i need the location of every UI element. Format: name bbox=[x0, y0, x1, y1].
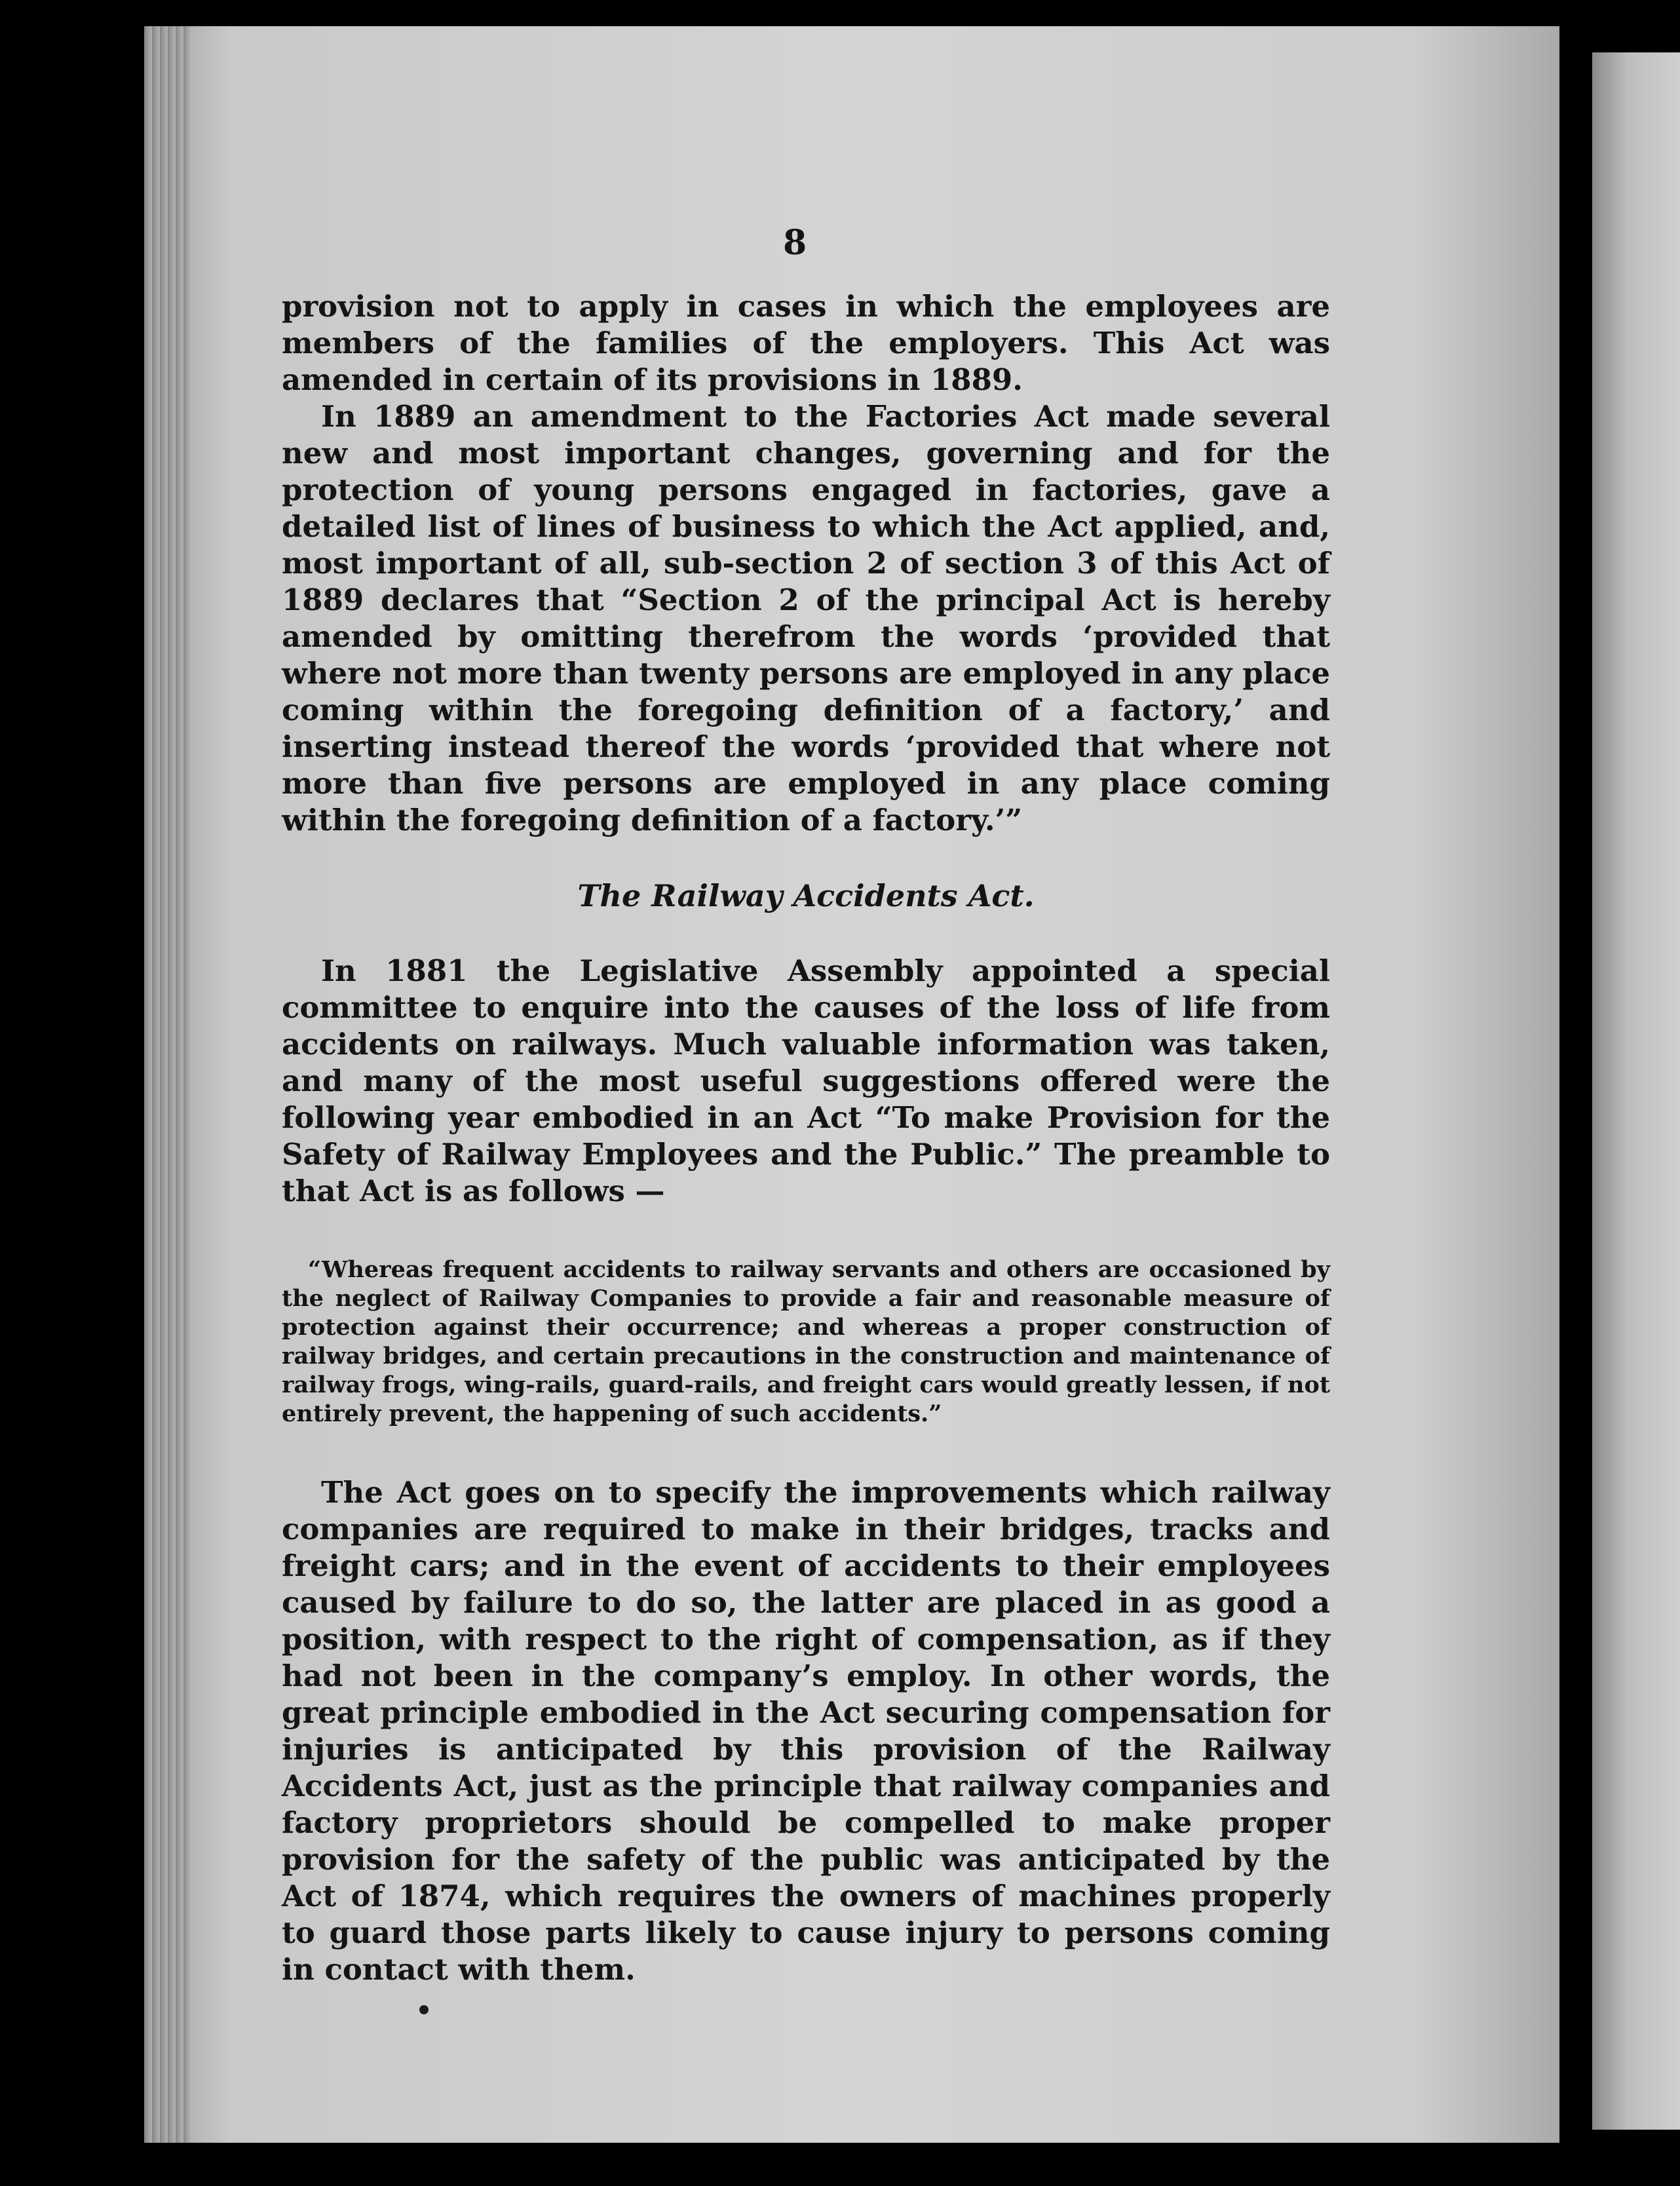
section-heading: The Railway Accidents Act. bbox=[577, 878, 1035, 913]
page-number: 8 bbox=[783, 223, 807, 263]
paragraph-factories-amendment: In 1889 an amendment to the Factories Act made several new and most important changes, governing and for the protection of young persons engaged in factories, gave a detailed list of lines of business to which the Act applied, and, most important of all, sub-section 2 of section 3 of this Act of 1889 declares that “Section 2 of the principal Act is hereby amended by omitting therefrom the words ‘provided that where not more than twenty persons are employed in any place coming within the foregoing definition of a factory,’ and inserting instead thereof the words ‘provided that where not more than five persons are employed in any place coming within the foregoing definition of a factory.’” bbox=[282, 399, 1330, 837]
preamble-quote: “Whereas frequent accidents to railway servants and others are occasioned by the neglect of Railway Companies to provide a fair and reasonable measure of protection against their occurrence; and whereas a proper construction of railway bridges, and certain precautions in the construction and maintenance of railway frogs, wing-rails, guard-rails, and freight cars would greatly lessen, if not entirely prevent, the happening of such accidents.” bbox=[282, 1256, 1330, 1427]
adjacent-page-edge bbox=[1592, 52, 1680, 2130]
paragraph-continuation: provision not to apply in cases in which the employees are members of the families of the employers. This Act was amended in certain of its provisions in 1889. bbox=[282, 289, 1330, 397]
paragraph-railway-committee: In 1881 the Legislative Assembly appointed a special committee to enquire into the causes of the loss of life from accidents on railways. Much valuable information was taken, and many of the most useful suggestions offered were the following year embodied in an Act “To make Provision for the Safety of Railway Employees and the Public.” The preamble to that Act is as follows — bbox=[282, 953, 1330, 1208]
paragraph-act-improvements: The Act goes on to specify the improvements which railway companies are required to make in their bridges, tracks and freight cars; and in the event of accidents to their employees caused by failure to do so, the latter are placed in as good a position, with respect to the right of compensation, as if they had not been in the company’s employ. In other words, the great principle embodied in the Act securing compensation for injuries is anticipated by this provision of the Railway Accidents Act, just as the principle that railway companies and factory proprietors should be compelled to make proper provision for the safety of the public was anticipated by the Act of 1874, which requires the owners of machines properly to guard those parts likely to cause injury to persons coming in contact with them. bbox=[282, 1475, 1330, 1987]
ink-dot bbox=[419, 2005, 429, 2014]
page-body bbox=[282, 288, 1330, 1988]
page-binding-edge bbox=[144, 26, 190, 2143]
